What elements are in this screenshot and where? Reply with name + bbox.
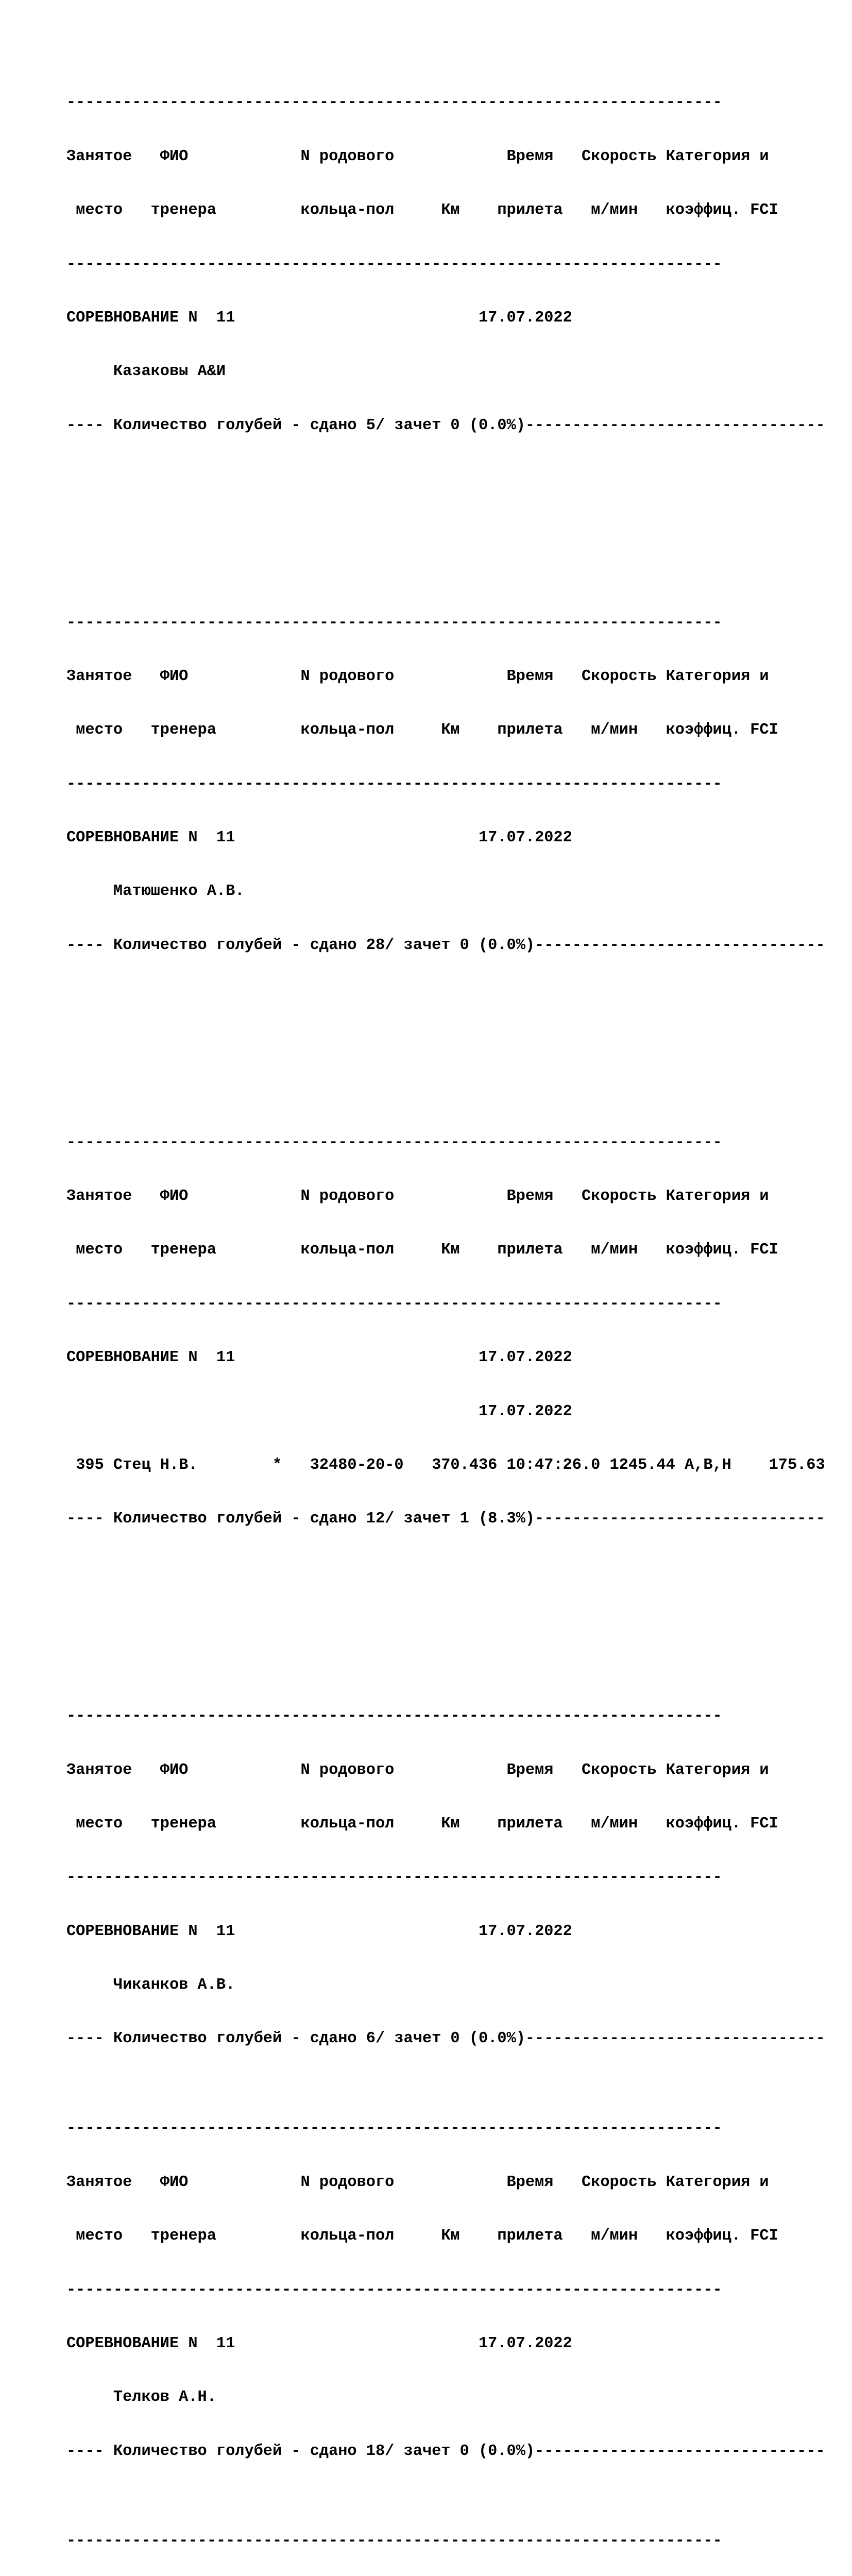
header-line-2: место тренера кольца-пол Км прилета м/мин коэффиц. FCI	[66, 201, 778, 219]
competition-date: 17.07.2022	[478, 309, 572, 327]
separator-line: ----------------------------------------------------------------------	[66, 1133, 722, 1151]
summary-line: ---- Количество голубей - сдано 18/ зачет 0 (0.0%)-------------------------------	[66, 2442, 825, 2460]
separator-line: ----------------------------------------------------------------------	[66, 94, 722, 112]
competition-title: СОРЕВНОВАНИЕ N 11	[66, 2335, 235, 2352]
trainer-line	[66, 363, 825, 381]
competition-date: 17.07.2022	[478, 1922, 572, 1940]
header-line-1: Занятое ФИО N родового Время Скорость Категория и	[66, 147, 769, 165]
separator-line: ----------------------------------------------------------------------	[66, 614, 722, 632]
results-report	[66, 40, 825, 2576]
separator-line: ----------------------------------------------------------------------	[66, 2120, 722, 2138]
blank-line	[66, 470, 825, 488]
date-line	[66, 1403, 825, 1421]
competition-line	[66, 1349, 825, 1367]
separator-line: ----------------------------------------------------------------------	[66, 255, 722, 273]
separator-line: ----------------------------------------------------------------------	[66, 1295, 722, 1313]
competition-date: 17.07.2022	[478, 1349, 572, 1367]
competition-date: 17.07.2022	[478, 829, 572, 847]
competition-date: 17.07.2022	[478, 2335, 572, 2352]
blank-line	[66, 990, 825, 1008]
header-line-1: Занятое ФИО N родового Время Скорость Категория и	[66, 2173, 769, 2191]
trainer-line	[66, 883, 825, 901]
competition-date-2: 17.07.2022	[478, 1402, 572, 1420]
trainer-name: Чиканков А.В.	[113, 1976, 235, 1994]
header-line-1: Занятое ФИО N родового Время Скорость Категория и	[66, 667, 769, 685]
summary-line: ---- Количество голубей - сдано 5/ зачет 0 (0.0%)--------------------------------	[66, 416, 825, 434]
trainer-line	[66, 1976, 825, 1994]
separator-line: ----------------------------------------------------------------------	[66, 775, 722, 793]
competition-title: СОРЕВНОВАНИЕ N 11	[66, 309, 235, 327]
blank-line	[66, 1564, 825, 1582]
trainer-line	[66, 2388, 825, 2406]
competition-title: СОРЕВНОВАНИЕ N 11	[66, 1349, 235, 1367]
separator-line: ----------------------------------------------------------------------	[66, 2532, 722, 2550]
competition-line	[66, 309, 825, 327]
header-line-1: Занятое ФИО N родового Время Скорость Категория и	[66, 1761, 769, 1779]
header-line-2: место тренера кольца-пол Км прилета м/мин коэффиц. FCI	[66, 1815, 778, 1833]
separator-line: ----------------------------------------------------------------------	[66, 1707, 722, 1725]
header-line-2: место тренера кольца-пол Км прилета м/мин коэффиц. FCI	[66, 2227, 778, 2245]
blank-line	[66, 524, 825, 543]
blank-line	[66, 1618, 825, 1636]
separator-line: ----------------------------------------------------------------------	[66, 1869, 722, 1887]
competition-title: СОРЕВНОВАНИЕ N 11	[66, 1922, 235, 1940]
blank-line	[66, 1044, 825, 1062]
competition-title: СОРЕВНОВАНИЕ N 11	[66, 829, 235, 847]
result-row: 395 Стец Н.В. * 32480-20-0 370.436 10:47:26.0 1245.44 A,B,H 175.63	[66, 1456, 825, 1474]
header-line-1: Занятое ФИО N родового Время Скорость Категория и	[66, 1188, 769, 1205]
trainer-name: Матюшенко А.В.	[113, 883, 245, 901]
summary-line: ---- Количество голубей - сдано 6/ зачет 0 (0.0%)--------------------------------	[66, 2030, 825, 2048]
summary-line: ---- Количество голубей - сдано 28/ зачет 0 (0.0%)-------------------------------	[66, 936, 825, 954]
competition-line	[66, 1923, 825, 1941]
separator-line: ----------------------------------------------------------------------	[66, 2281, 722, 2299]
trainer-name: Казаковы А&И	[113, 363, 226, 381]
trainer-name: Телков А.Н.	[113, 2388, 216, 2406]
header-line-2: место тренера кольца-пол Км прилета м/мин коэффиц. FCI	[66, 721, 778, 739]
competition-line	[66, 829, 825, 847]
summary-line: ---- Количество голубей - сдано 12/ зачет 1 (8.3%)-------------------------------	[66, 1510, 825, 1528]
header-line-2: место тренера кольца-пол Км прилета м/мин коэффиц. FCI	[66, 1241, 778, 1259]
competition-line	[66, 2335, 825, 2353]
